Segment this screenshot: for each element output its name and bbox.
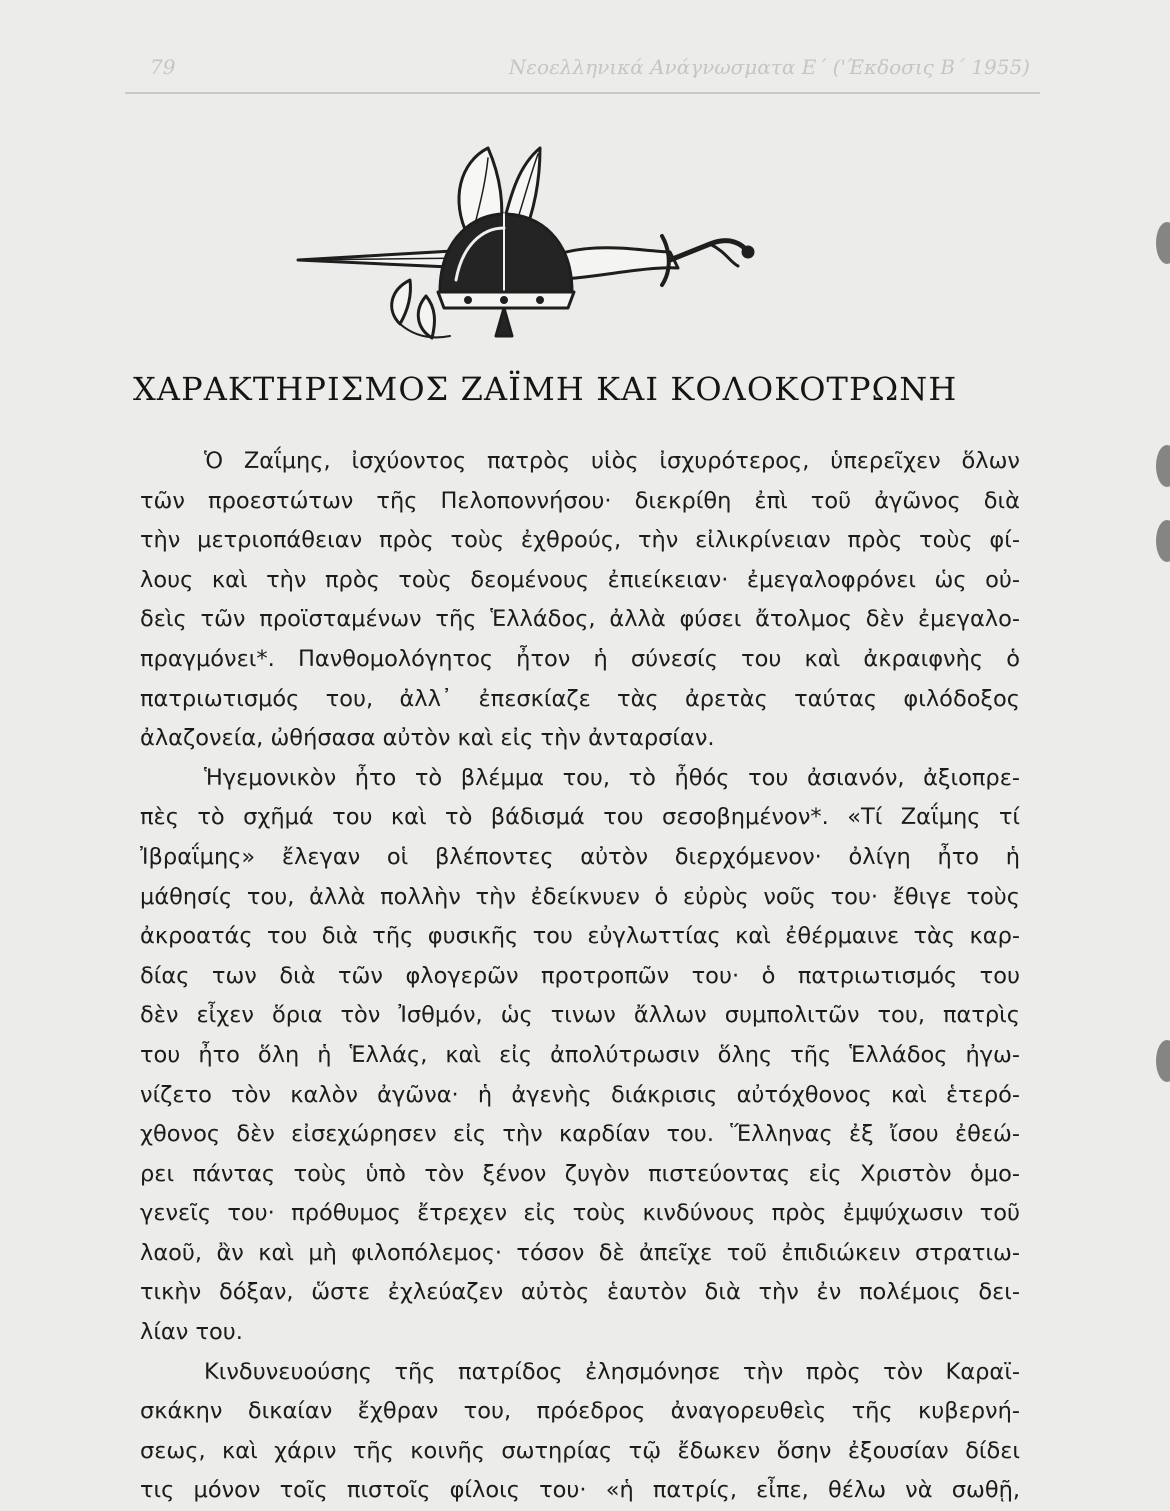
text-line: Κινδυνευούσης τῆς πατρίδος ἐλησμόνησε τὴν πρὸς τὸν Καραϊ- bbox=[204, 1358, 1020, 1385]
text-line: τὴν μετριοπάθειαν πρὸς τοὺς ἐχθρούς, τὴν εἰλικρίνειαν πρὸς τοὺς φί- bbox=[140, 527, 1020, 554]
text-line: γενεῖς του· πρόθυμος ἔτρεχεν εἰς τοὺς κινδύνους πρὸς ἐμψύχωσιν τοῦ bbox=[140, 1200, 1020, 1227]
running-head bbox=[120, 55, 1030, 91]
text-line: Ὁ Ζαΐμης, ἰσχύοντος πατρὸς υἱὸς ἰσχυρότερος, ὑπερεῖχεν ὅλων bbox=[204, 448, 1020, 474]
text-line: χθονος δὲν εἰσεχώρησεν εἰς τὴν καρδίαν του. Ἕλληνας ἐξ ἴσου ἐθεώ- bbox=[140, 1121, 1020, 1148]
text-line: δίας των διὰ τῶν φλογερῶν προτροπῶν του· ὁ πατριωτισμός του bbox=[140, 962, 1020, 989]
text-line: του ἦτο ὅλη ἡ Ἑλλάς, καὶ εἰς ἀπολύτρωσιν ὅλης τῆς Ἑλλάδος ἠγω- bbox=[140, 1041, 1020, 1068]
text-line: λους καὶ τὴν πρὸς τοὺς δεομένους ἐπιείκειαν· ἐμεγαλοφρόνει ὡς οὐ- bbox=[140, 566, 1020, 593]
margin-blot bbox=[1156, 445, 1170, 487]
text-line: σκάκην δικαίαν ἔχθραν του, πρόεδρος ἀναγορευθεὶς τῆς κυβερνή- bbox=[140, 1398, 1020, 1425]
margin-blot bbox=[1156, 222, 1170, 264]
text-line: πατριωτισμός του, ἀλλ᾽ ἐπεσκίαζε τὰς ἀρετὰς ταύτας φιλόδοξος bbox=[140, 685, 1020, 712]
article-title: ΧΑΡΑΚΤΗΡΙΣΜΟΣ ΖΑΪΜΗ ΚΑΙ ΚΟΛΟΚΟΤΡΩΝΗ bbox=[133, 370, 958, 408]
text-line: λαοῦ, ἂν καὶ μὴ φιλοπόλεμος· τόσον δὲ ἀπεῖχε τοῦ ἐπιδιώκειν στρατιω- bbox=[140, 1239, 1020, 1266]
text-line: δεὶς τῶν προϊσταμένων τῆς Ἑλλάδος, ἀλλὰ φύσει ἄτολμος δὲν ἐμεγαλο- bbox=[140, 606, 1020, 633]
article-body bbox=[140, 442, 1020, 1511]
text-line: δὲν εἶχεν ὅρια τὸν Ἰσθμόν, ὡς τινων ἄλλων συμπολιτῶν του, πατρὶς bbox=[140, 1002, 1020, 1029]
text-line: νίζετο τὸν καλὸν ἀγῶνα· ἡ ἀγενὴς διάκρισις αὐτόχθονος καὶ ἑτερό- bbox=[140, 1081, 1020, 1108]
text-line: λίαν του. bbox=[140, 1319, 243, 1346]
text-line: μάθησίς του, ἀλλὰ πολλὴν τὴν ἐδείκνυεν ὁ εὐρὺς νοῦς του· ἔθιγε τοὺς bbox=[140, 883, 1020, 910]
text-line: Ἰβραΐμης» ἔλεγαν οἱ βλέποντες αὐτὸν διερχόμενον· ὀλίγη ἦτο ἡ bbox=[140, 843, 1020, 870]
text-line: τις μόνον τοῖς πιστοῖς φίλοις του· «ἡ πατρίς, εἶπε, θέλω νὰ σωθῇ, bbox=[140, 1477, 1020, 1504]
margin-blot bbox=[1156, 520, 1170, 562]
text-line: πὲς τὸ σχῆμά του καὶ τὸ βάδισμά του σεσοβημένον*. «Τί Ζαΐμης τί bbox=[140, 804, 1020, 831]
text-line: σεως, καὶ χάριν τῆς κοινῆς σωτηρίας τῷ ἔδωκεν ὅσην ἐξουσίαν δίδει bbox=[140, 1437, 1020, 1464]
text-line: Ἡγεμονικὸν ἦτο τὸ βλέμμα του, τὸ ἦθός του ἀσιανόν, ἀξιοπρε- bbox=[204, 764, 1020, 791]
running-title: Νεοελληνικά Ανάγνωσματα Ε΄ ('Έκδοσις Β΄ 1955) bbox=[508, 55, 1030, 79]
page-number: 79 bbox=[150, 55, 176, 79]
header-rule bbox=[125, 92, 1040, 94]
text-line: ἀκροατάς του διὰ τῆς φυσικῆς του εὐγλωττίας καὶ ἐθέρμαινε τὰς καρ- bbox=[140, 923, 1020, 950]
text-line: τῶν προεστώτων τῆς Πελοποννήσου· διεκρίθη ἐπὶ τοῦ ἀγῶνος διὰ bbox=[140, 487, 1020, 514]
text-line: τικὴν δόξαν, ὥστε ἐχλεύαζεν αὐτὸς ἑαυτὸν διὰ τὴν ἐν πολέμοις δει- bbox=[140, 1279, 1020, 1306]
helmet-and-sword-ornament bbox=[290, 140, 760, 350]
text-line: πραγμόνει*. Πανθομολόγητος ἦτον ἡ σύνεσίς του καὶ ἀκραιφνὴς ὁ bbox=[140, 645, 1020, 672]
text-line: ἀλαζονεία, ὠθήσασα αὐτὸν καὶ εἰς τὴν ἀνταρσίαν. bbox=[140, 725, 715, 752]
text-line: ρει πάντας τοὺς ὑπὸ τὸν ξένον ζυγὸν πιστεύοντας εἰς Χριστὸν ὁμο- bbox=[140, 1160, 1020, 1187]
margin-blot bbox=[1156, 1040, 1170, 1082]
